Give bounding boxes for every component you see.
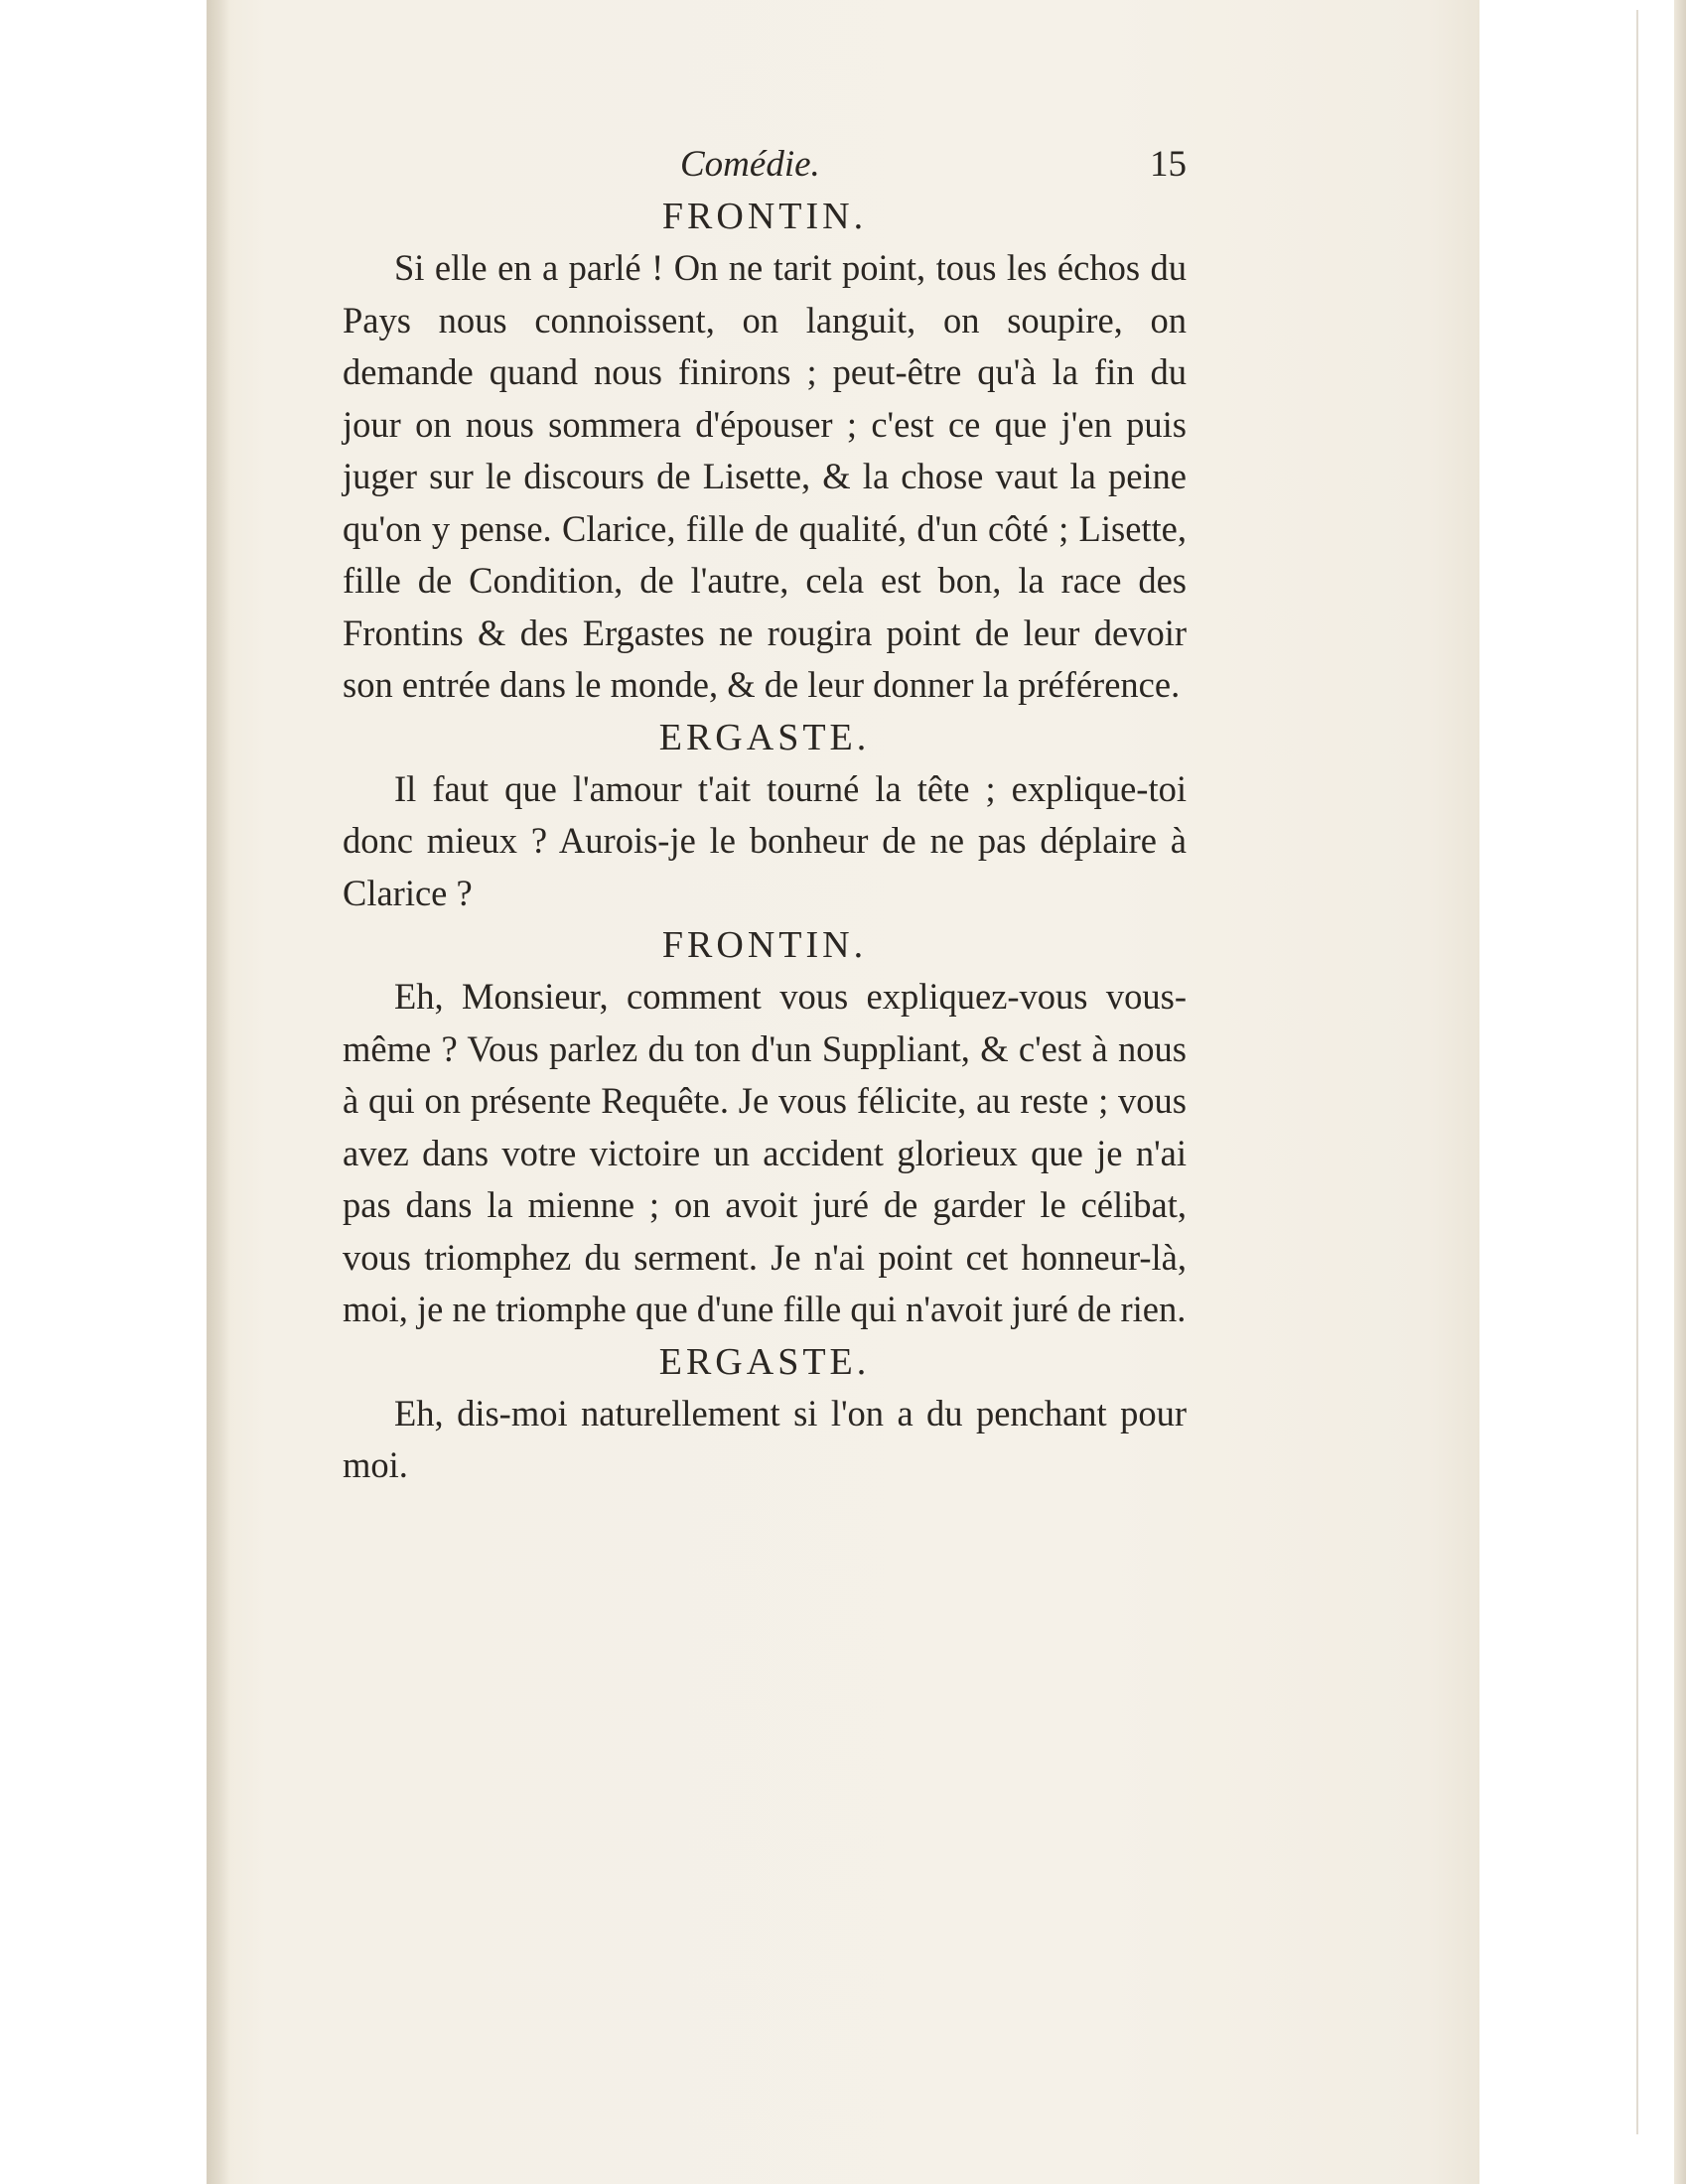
- page-edge-line: [1636, 10, 1638, 2134]
- speaker-name: FRONTIN.: [661, 924, 868, 966]
- speaker-name: ERGASTE.: [658, 716, 871, 758]
- right-page-edge: [1674, 0, 1686, 2184]
- speech-paragraph: Eh, dis-moi naturellement si l'on a du penchant pour moi.: [343, 1392, 1187, 1485]
- running-title: Comédie.: [680, 144, 820, 185]
- speech-paragraph: Il faut que l'amour t'ait tourné la tête ; explique-toi donc mieux ? Aurois-je le bonheur de ne pas déplaire à Clarice ?: [343, 767, 1187, 913]
- page-number: 15: [1150, 144, 1187, 185]
- speech-paragraph: Si elle en a parlé ! On ne tarit point, tous les échos du Pays nous connoissent, on languit, on soupire, on demande quand nous finirons ; peut-être qu'à la fin du jour on nous sommera d'épouser ; c'est ce que j'en puis juger sur le discours de Lisette, & la chose vaut la peine qu'on y pense. Clarice, fille de qualité, d'un côté ; Lisette, fille de Condition, de l'autre, cela est bon, la race des Frontins & des Ergastes ne rougira point de leur devoir son entrée dans le monde, & de leur donner la préférence.: [343, 247, 1187, 705]
- speaker-name: ERGASTE.: [658, 1340, 871, 1383]
- speech-paragraph: Eh, Monsieur, comment vous expliquez-vous vous-même ? Vous parlez du ton d'un Suppliant, & c'est à nous à qui on présente Requête. Je vous félicite, au reste ; vous avez dans votre victoire un accident glorieux que je n'ai pas dans la mienne ; on avoit juré de garder le célibat, vous triomphez du serment. Je n'ai point cet honneur-là, moi, je ne triomphe que d'une fille qui n'avoit juré de rien.: [343, 976, 1187, 1329]
- text-block: [343, 139, 1187, 1492]
- spine-shadow: [207, 0, 230, 2184]
- speaker-name: FRONTIN.: [661, 196, 868, 237]
- running-head: [343, 139, 1187, 191]
